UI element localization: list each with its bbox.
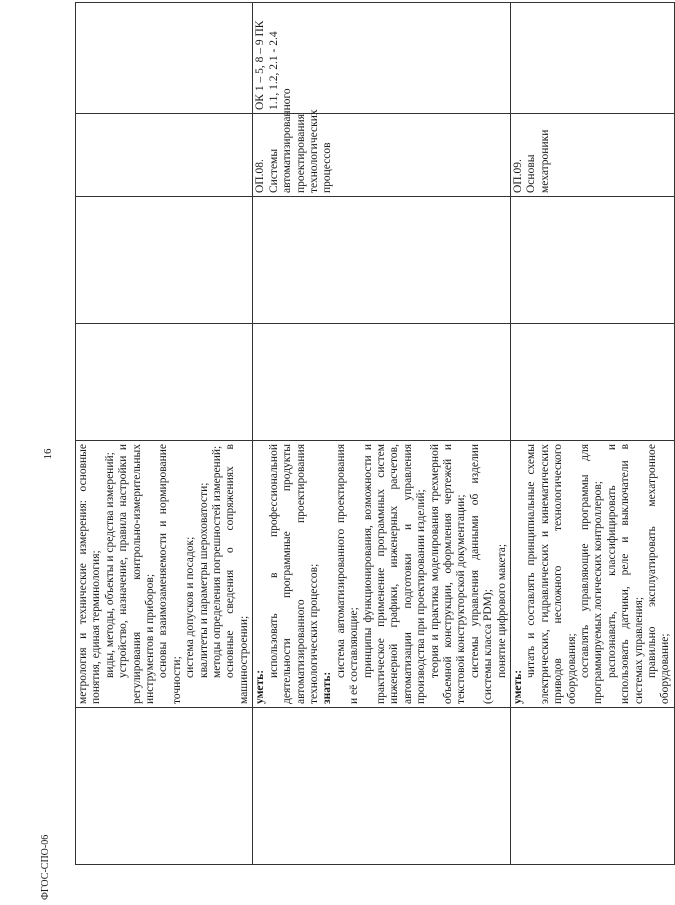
competencies-cell [76,3,253,114]
skill-line: распознавать, классифицировать и использовать датчики, реле и выключатели в системах управления; [605,444,645,704]
requirement-line: квалитеты и параметры шероховатости; [197,482,210,678]
requirement-line: устройство, назначение, правила настройки и регулирования контрольно-измерительных инструментов и приборов; [117,444,157,704]
hours-cell [253,324,511,441]
knowledge-line: теория и практика моделирования трехмерной объемной конструкции, оформления чертежей и текстовой конструкторской документации; [428,444,468,704]
discipline-code: ОП.09. [512,159,524,193]
discipline-name: Системы автоматизированного проектирования технологических процессов [267,88,334,193]
knowledge-line: принципы функционирования, возможности и практическое применение программных систем инженерной графики, инженерных расчетов, автоматизации подготовки и управления производства при проектировании изделий; [361,444,428,704]
requirement-line: виды, методы, объекты и средства измерений; [103,452,116,678]
table-row [511,3,675,865]
empty-cell [253,708,511,865]
requirements-cell [253,441,511,708]
discipline-cell [76,114,253,197]
knowledge-line: понятие цифрового макета; [495,543,508,678]
discipline-name: Основы мехатроники [525,129,551,193]
requirement-line: метрология и технические измерения: основные понятия, единая терминология; [77,444,103,704]
knowledge-heading: знать: [321,671,334,704]
skill-line: использовать в профессиональной деятельности программные продукты автоматизированного проектирования технологических процессов; [267,444,320,704]
hours-cell [253,197,511,324]
requirement-line: методы определения погрешностей измерений; [211,445,224,678]
discipline-cell [253,88,511,197]
skill-line: составлять управляющие программы для программируемых логических контроллеров; [579,444,605,704]
empty-cell [511,708,675,865]
hours-cell [511,197,675,324]
discipline-cell [511,114,675,197]
requirements-cell [511,441,675,708]
disciplines-table [75,2,675,865]
requirement-line: основы взаимозаменяемости и нормирование точности; [157,444,183,704]
page-number: 16 [42,448,54,460]
hours-cell [76,324,253,441]
table-row [253,3,511,865]
requirement-line: система допусков и посадок; [184,536,197,678]
competencies-cell [511,3,675,114]
skills-heading: уметь: [254,669,267,704]
discipline-code: ОП.08. [254,159,267,193]
requirement-line: основные сведения о сопряжениях в машиностроении; [224,444,250,704]
knowledge-line: система автоматизированного проектирования и её составляющие; [334,444,361,704]
rotated-table-page [75,20,672,865]
knowledge-line: системы управления данными об изделии (системы класса PDM); [468,444,495,704]
footer-standard: ФГОС-СПО-06 [40,834,51,900]
requirements-cell [76,441,253,708]
skill-line: читать и составлять принципиальные схемы электрических, гидравлических и кинематических приводов несложного технологического оборудования; [525,444,578,704]
skills-heading: уметь: [512,669,524,704]
table-row [76,3,253,865]
empty-cell [76,708,253,865]
hours-cell [76,197,253,324]
competencies-text: ОК 1 – 5, 8 – 9 ПК 1.1, 1.2, 2.1 - 2.4 [254,20,280,110]
hours-cell [511,324,675,441]
skill-line: правильно эксплуатировать мехатронное оборудование; [646,444,672,704]
